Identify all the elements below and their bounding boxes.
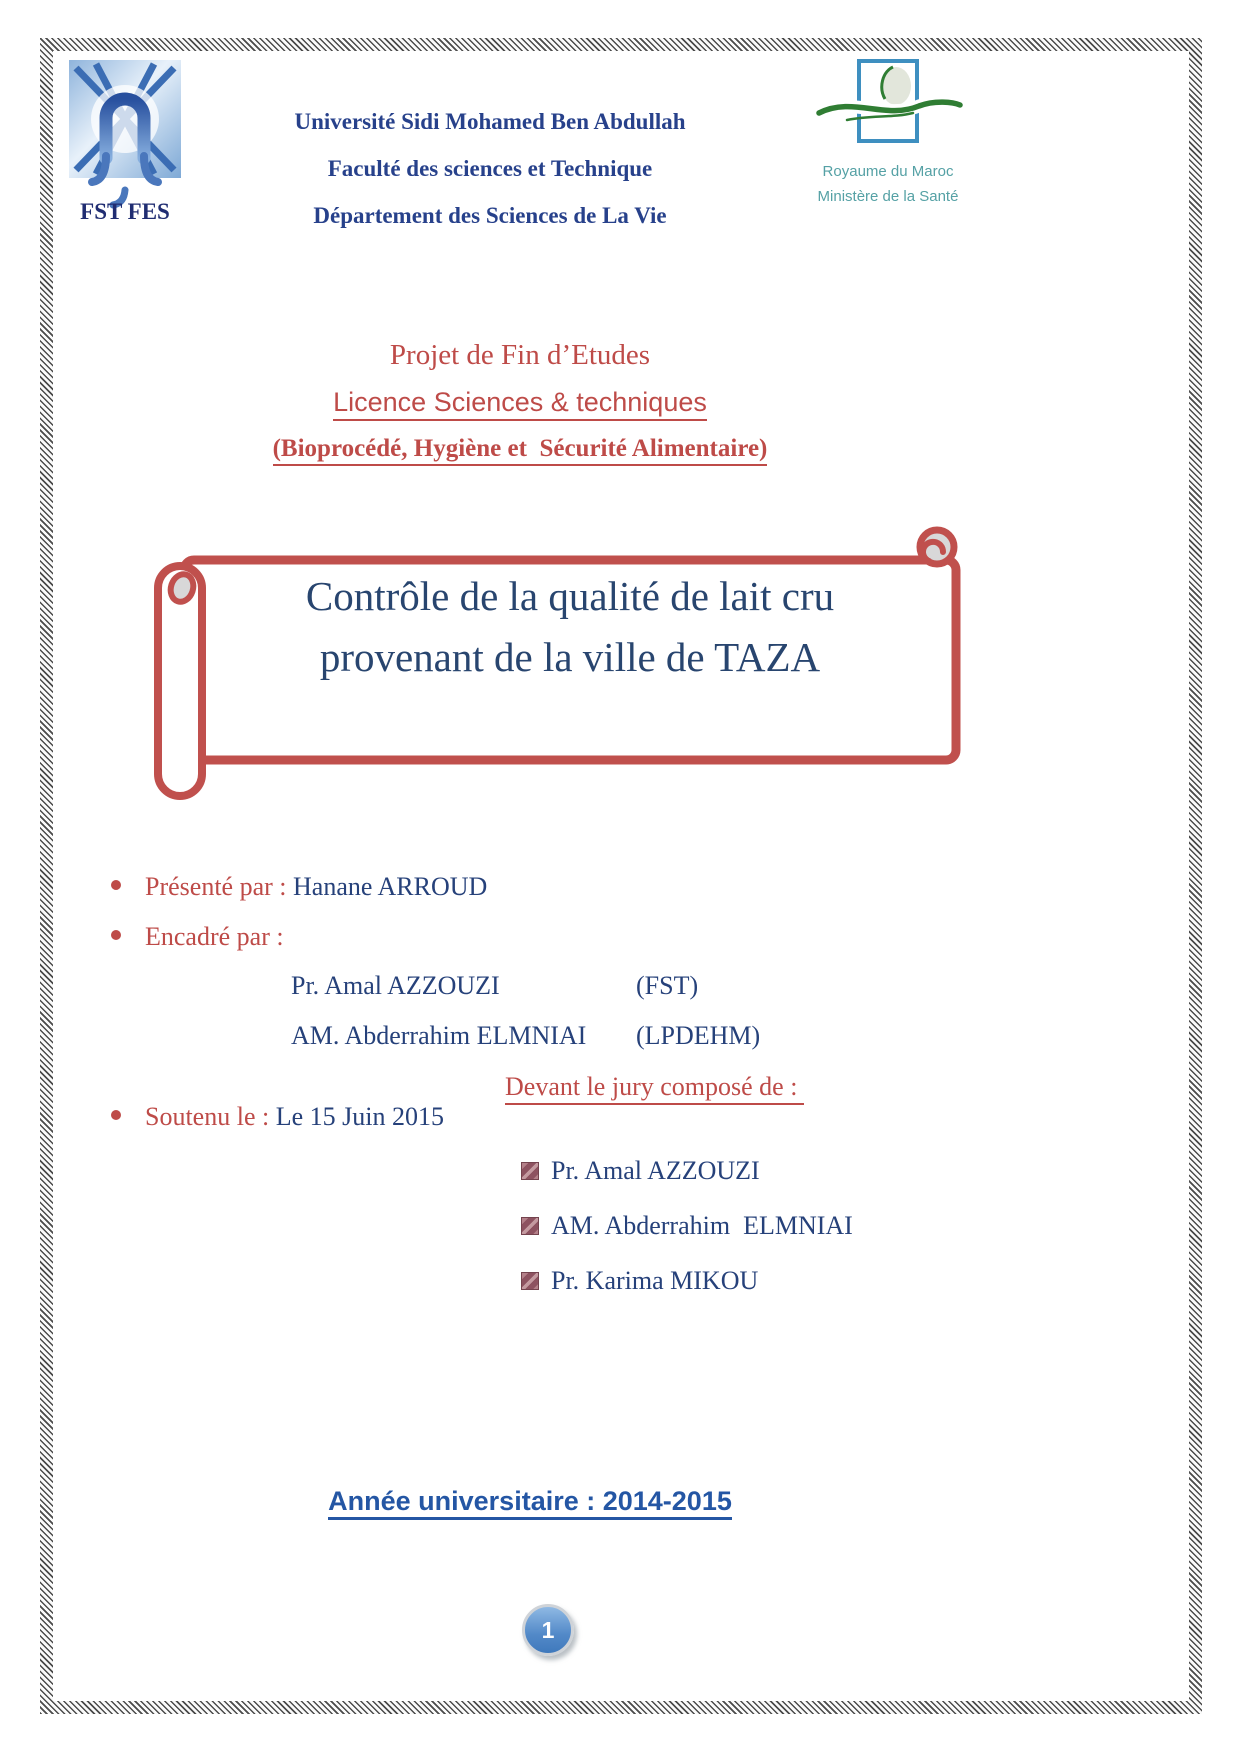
ministry-line2: Ministère de la Santé [817, 188, 959, 205]
jury-member-row [508, 1236, 758, 1296]
institution-header [225, 98, 755, 239]
defense-date-row [98, 1072, 444, 1132]
supervisor-affiliation: (LPDEHM) [636, 1021, 761, 1050]
university-name: Université Sidi Mohamed Ben Abdullah [294, 109, 686, 134]
project-type: Projet de Fin d’Etudes [389, 339, 651, 371]
thesis-title [230, 566, 910, 688]
department-name: Département des Sciences de La Vie [313, 203, 667, 228]
jury-label: Devant le jury composé de : [505, 1072, 804, 1105]
page-number: 1 [541, 1616, 555, 1643]
jury-member-row [508, 1126, 760, 1186]
degree-name: Licence Sciences & techniques [333, 387, 707, 421]
jury-member-row [508, 1181, 853, 1241]
square-bullet-icon [521, 1272, 539, 1290]
academic-year-text: Année universitaire : 2014-2015 [328, 1486, 732, 1520]
specialty-name: (Bioprocédé, Hygiène et Sécurité Alimentaire) [273, 435, 768, 466]
supervisor-affiliation: (FST) [636, 971, 699, 1000]
square-bullet-icon [521, 1162, 539, 1180]
jury-member-name: Pr. Amal AZZOUZI [551, 1156, 760, 1185]
square-bullet-icon [521, 1217, 539, 1235]
faculty-name: Faculté des sciences et Technique [327, 156, 653, 181]
supervisor-name: AM. Abderrahim ELMNIAI [291, 1021, 587, 1050]
presented-label: Présenté par : [145, 872, 294, 901]
jury-member-name: Pr. Karima MIKOU [551, 1266, 759, 1295]
ministry-logo-icon [813, 58, 963, 154]
fst-fes-logo-icon [66, 58, 184, 231]
bullet-icon [111, 1110, 121, 1120]
defended-date: Le 15 Juin 2015 [275, 1102, 444, 1131]
academic-year [180, 1486, 880, 1517]
supervised-by-row [98, 892, 284, 952]
fst-logo-text: FST FES [80, 199, 170, 224]
bullet-icon [111, 930, 121, 940]
page-number-badge [522, 1604, 574, 1656]
bullet-icon [111, 880, 121, 890]
ministry-logo [806, 58, 970, 209]
ministry-line1: Royaume du Maroc [822, 163, 954, 180]
supervised-label: Encadré par : [145, 922, 284, 951]
project-heading [140, 338, 900, 463]
jury-member-name: AM. Abderrahim ELMNIAI [551, 1211, 853, 1240]
defended-label: Soutenu le : [145, 1102, 276, 1131]
supervisor-row [278, 991, 760, 1051]
presented-name: Hanane ARROUD [293, 872, 488, 901]
thesis-title-line1: Contrôle de la qualité de lait cru [305, 573, 835, 619]
supervisor-name: Pr. Amal AZZOUZI [291, 971, 500, 1000]
thesis-title-line2: provenant de la ville de TAZA [319, 634, 821, 680]
